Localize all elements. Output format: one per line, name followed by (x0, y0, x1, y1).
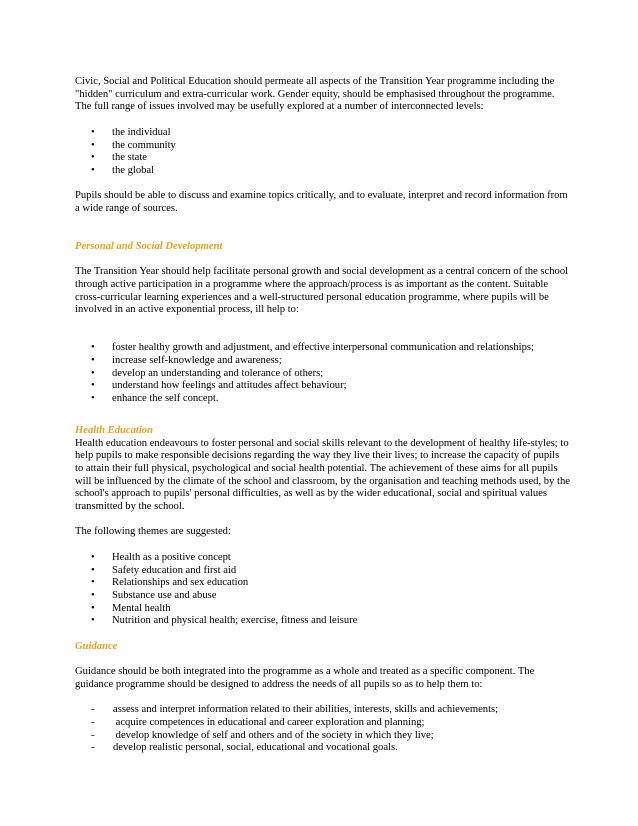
list-item: • the global (91, 164, 155, 176)
bullet-icon: • (91, 551, 95, 563)
list-item: - develop knowledge of self and others and of the society in which they live; (91, 729, 434, 741)
intro-paragraph: Civic, Social and Political Education should permeate all aspects of the Transition Year programme including the "hidden" curriculum and extra-curricular work. Gender equity, should be emphasised throughout the programme. The full range of issues involved may be usefully explored at a number of interconnected levels: (75, 76, 555, 113)
bullet-icon: • (91, 367, 95, 379)
bullet-icon: • (91, 126, 95, 138)
bullet-icon: • (91, 393, 95, 405)
health-paragraph: Health education endeavours to foster personal and social skills relevant to the development of healthy life-styles; to help pupils to make responsible decisions regarding the way they live their lives; to increase the capacity of pupils to attain their full physical, psychological and social health potential. The achievement of these aims for all pupils will be influenced by the climate of the school and classroom, by the organisation and teaching methods used, by the school's approach to pupils' personal difficulties, as well as by the wider educational, social and spiritual values transmitted by the school. (75, 437, 570, 513)
list-item: • the individual (91, 126, 171, 138)
bullet-icon: • (91, 355, 95, 366)
sources-paragraph: Pupils should be able to discuss and examine topics critically, and to evaluate, interpret and record information from a wide range of sources. (75, 190, 568, 214)
list-item: - acquire competences in educational and career exploration and planning; (91, 716, 425, 728)
list-item: • Nutrition and physical health; exercise, fitness and leisure (91, 615, 358, 627)
bullet-icon: • (91, 380, 95, 392)
list-item: • Relationships and sex education (91, 577, 249, 589)
dash-icon: - (91, 716, 95, 728)
personal-paragraph: The Transition Year should help facilitate personal growth and social development as a central concern of the school through active participation in a programme where the approach/process is as important as the content. Suitable cross-curricular learning experiences and a well-structured personal education programme, where pupils will be involved in an active exponential process, ill help to: (75, 266, 569, 316)
guidance-list (75, 704, 570, 755)
list-item: • Mental health (91, 602, 171, 614)
dash-icon: - (91, 704, 95, 716)
guidance-paragraph: Guidance should be both integrated into the programme as a whole and treated as a specific component. The guidance programme should be designed to address the needs of all pupils so as to help them to: (75, 666, 535, 690)
list-item: • the state (91, 152, 148, 164)
bullet-icon: • (91, 602, 95, 614)
bullet-icon: • (91, 589, 95, 601)
list-item: • develop an understanding and tolerance of others; (91, 367, 324, 379)
dash-icon: - (91, 742, 95, 754)
bullet-icon: • (91, 577, 95, 589)
list-item: - develop realistic personal, social, educational and vocational goals. (91, 742, 398, 754)
list-item: • understand how feelings and attitudes affect behaviour; (91, 380, 347, 392)
bullet-icon: • (91, 342, 95, 354)
bullet-icon: • (91, 139, 95, 151)
bullet-icon: • (91, 615, 95, 627)
list-item: • enhance the self concept. (91, 393, 219, 405)
document-page (75, 76, 570, 755)
health-heading: Health Education (75, 424, 153, 436)
list-item: • the community (91, 139, 176, 151)
guidance-heading: Guidance (75, 640, 118, 652)
personal-list (75, 342, 570, 406)
list-item: • Safety education and first aid (91, 564, 237, 576)
list-item: - assess and interpret information related to their abilities, interests, skills and achievements; (91, 704, 499, 716)
themes-list (75, 552, 570, 628)
list-item: • foster healthy growth and adjustment, and effective interpersonal communication and relationships; (91, 342, 534, 354)
bullet-icon: • (91, 164, 95, 176)
personal-heading: Personal and Social Development (75, 240, 223, 252)
dash-icon: - (91, 729, 95, 741)
bullet-icon: • (91, 152, 95, 164)
list-item: • Health as a positive concept (91, 551, 231, 563)
levels-list (75, 127, 570, 178)
list-item: • increase self-knowledge and awareness; (91, 355, 282, 366)
list-item: • Substance use and abuse (91, 589, 217, 601)
themes-intro: The following themes are suggested: (75, 526, 231, 538)
bullet-icon: • (91, 564, 95, 576)
